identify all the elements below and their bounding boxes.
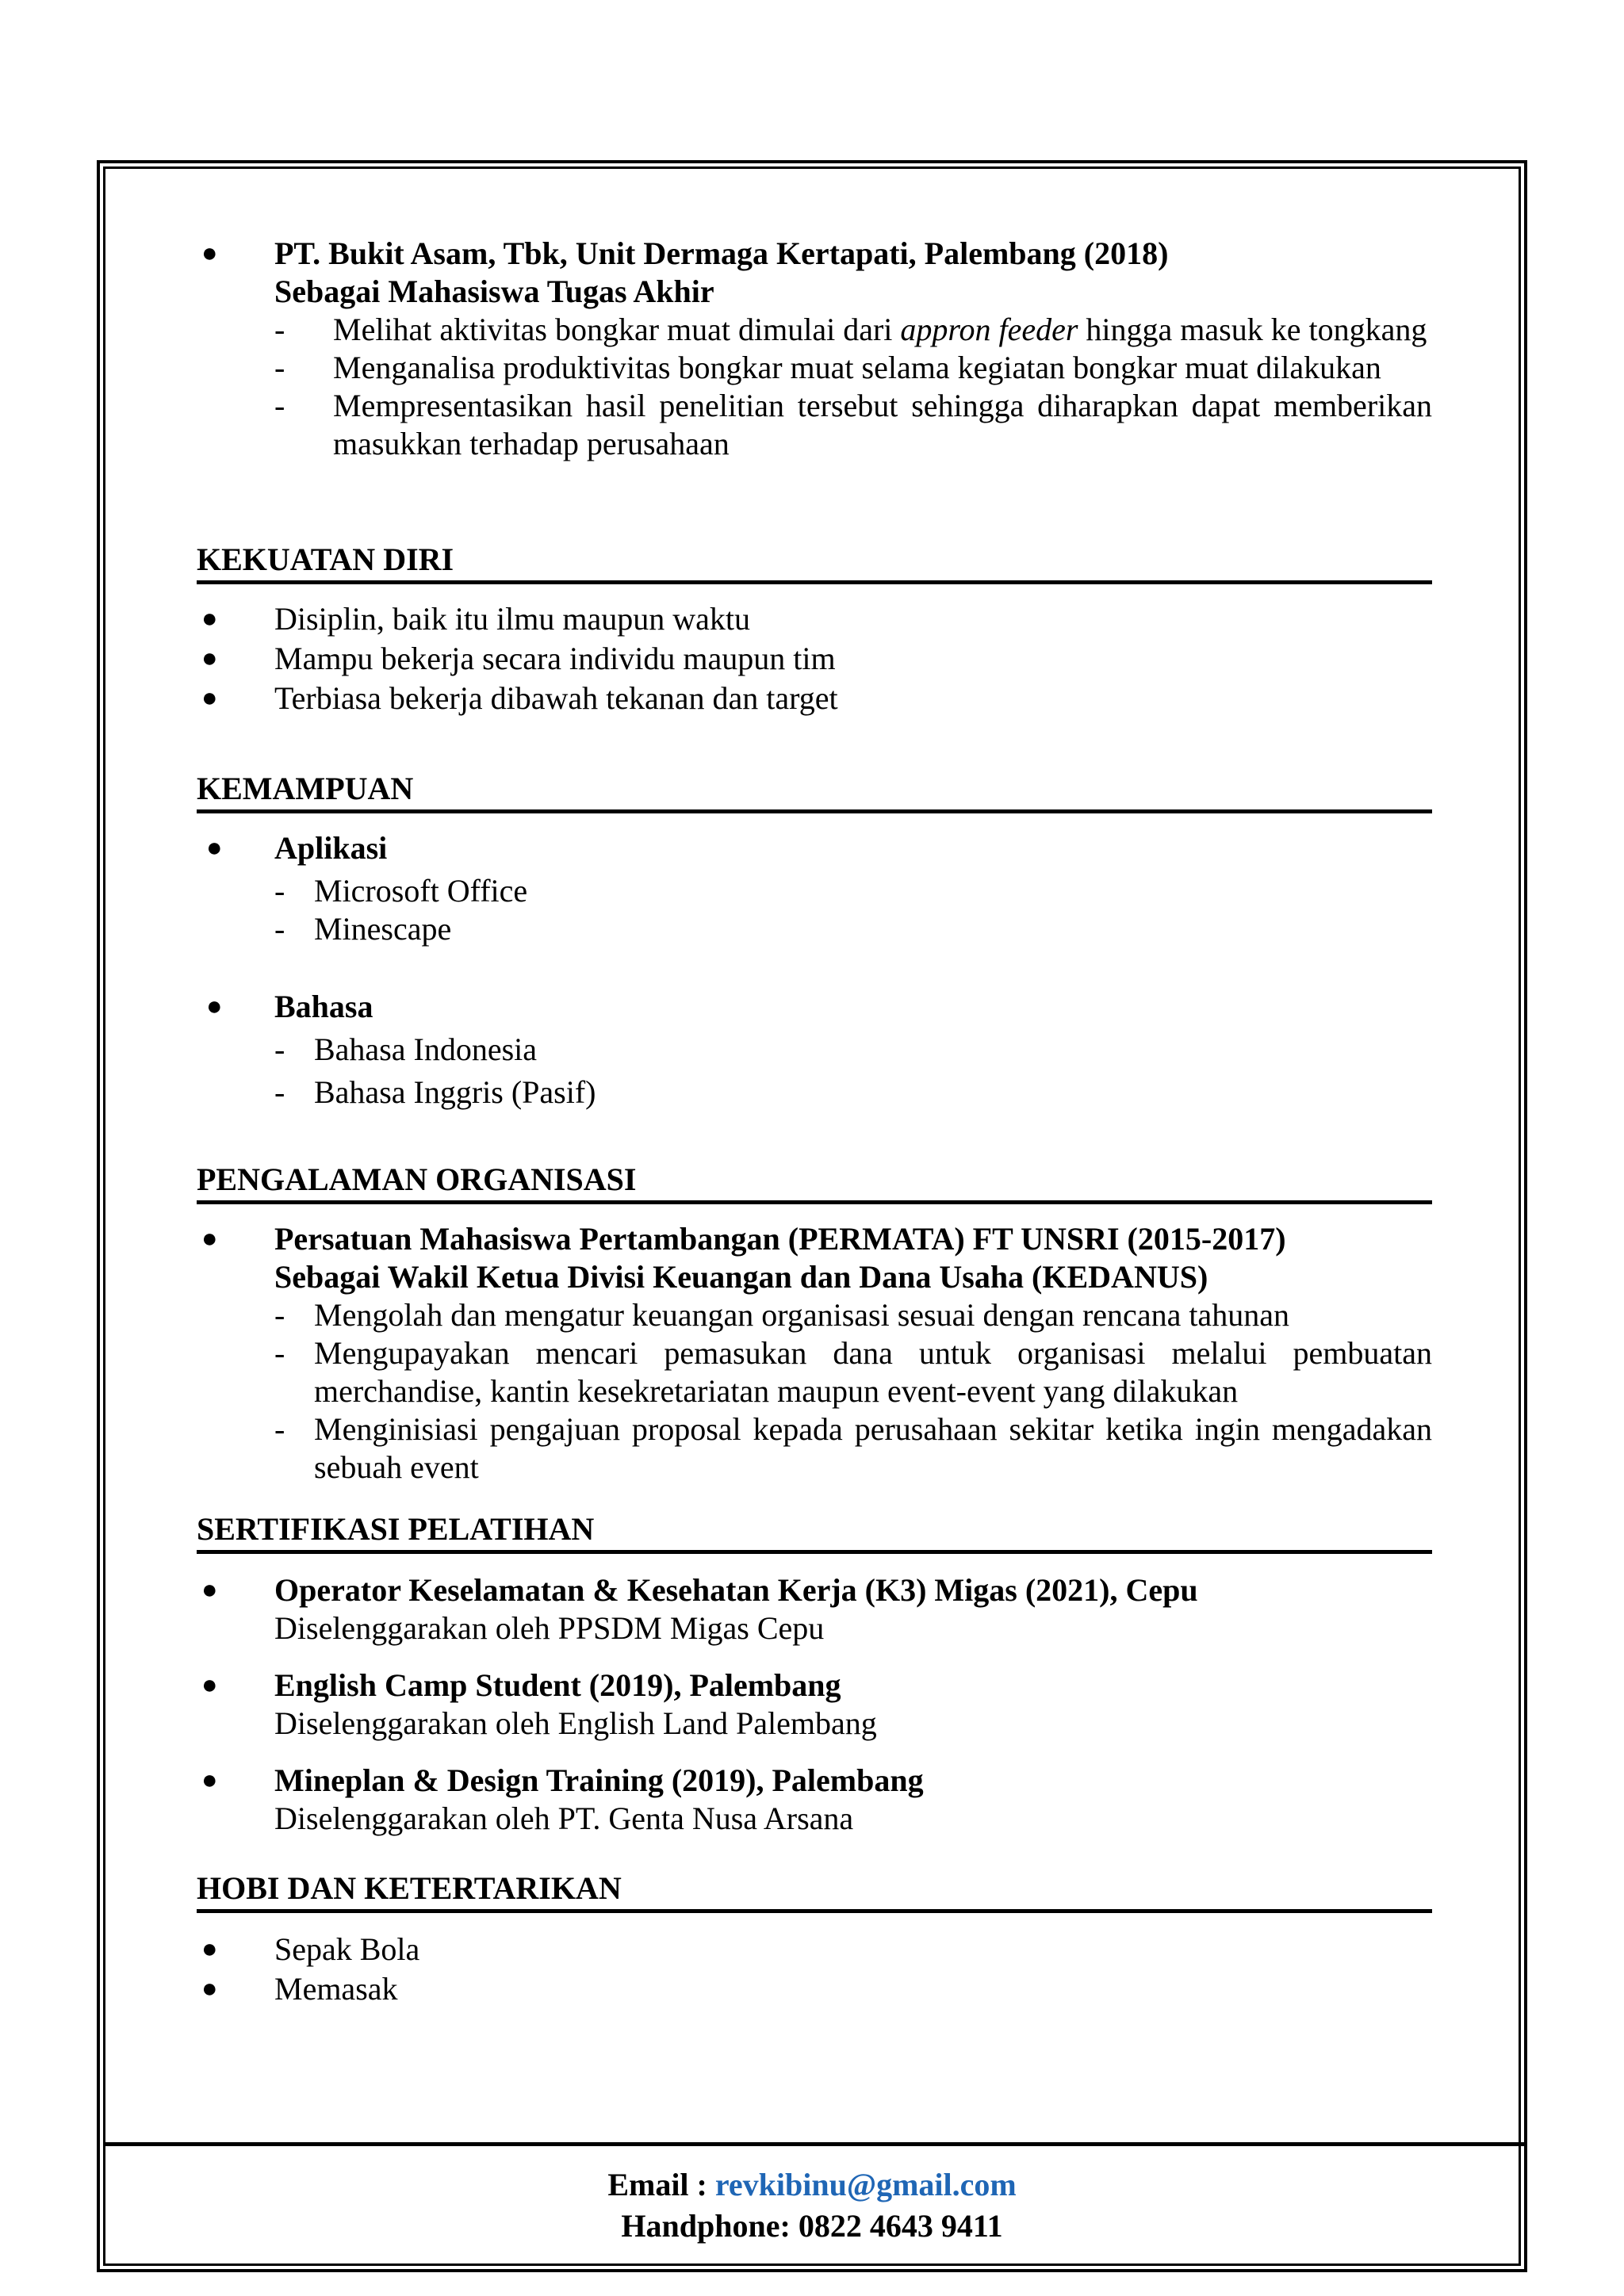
experience-task xyxy=(197,387,1432,463)
bullet-icon: ● xyxy=(206,833,223,863)
experience-entry xyxy=(197,235,1432,311)
certification-item xyxy=(197,1571,1432,1647)
dash-icon: - xyxy=(274,911,285,947)
experience-role: Sebagai Mahasiswa Tugas Akhir xyxy=(274,274,714,309)
organization-task xyxy=(197,1410,1432,1487)
section-title-skills: KEMAMPUAN xyxy=(197,770,1432,813)
bullet-icon: ● xyxy=(201,1766,218,1795)
certification-name: Operator Keselamatan & Kesehatan Kerja (K3) Migas (2021), Cepu xyxy=(274,1572,1198,1608)
organization-role: Sebagai Wakil Ketua Divisi Keuangan dan Dana Usaha (KEDANUS) xyxy=(274,1259,1208,1295)
certifications-list xyxy=(197,1571,1432,1838)
organization-task xyxy=(197,1334,1432,1410)
task-text: Menginisiasi pengajuan proposal kepada perusahaan sekitar ketika ingin mengadakan sebuah event xyxy=(314,1411,1432,1485)
list-item xyxy=(197,640,1432,678)
experience-task xyxy=(197,349,1432,387)
dash-icon: - xyxy=(274,1074,285,1110)
skill-group-label: Aplikasi xyxy=(274,830,388,866)
list-item xyxy=(197,1970,1432,2008)
certification-org: Diselenggarakan oleh English Land Palembang xyxy=(274,1705,877,1741)
email-link[interactable]: revkibinu@gmail.com xyxy=(714,2167,1017,2202)
task-italic: appron feeder xyxy=(900,312,1078,347)
experience-company: PT. Bukit Asam, Tbk, Unit Dermaga Kertapati, Palembang (2018) xyxy=(274,235,1169,271)
bullet-icon: ● xyxy=(201,1224,218,1253)
certification-item xyxy=(197,1762,1432,1838)
skill-group-label: Bahasa xyxy=(274,989,373,1024)
organization-entry xyxy=(197,1220,1432,1487)
bullet-icon: ● xyxy=(206,992,223,1021)
dash-icon: - xyxy=(274,1335,285,1371)
phone-number: 0822 4643 9411 xyxy=(798,2208,1003,2244)
list-item-text: Terbiasa bekerja dibawah tekanan dan target xyxy=(274,680,838,716)
experience-task xyxy=(197,311,1432,349)
list-item xyxy=(197,600,1432,638)
dash-icon: - xyxy=(274,1411,285,1447)
skill-item xyxy=(197,1031,1432,1069)
task-text: Mengupayakan mencari pemasukan dana untuk organisasi melalui pembuatan merchandise, kantin kesekretariatan maupun event-event yang dilakukan xyxy=(314,1335,1432,1409)
skills-list xyxy=(197,829,1432,1112)
list-item-text: Memasak xyxy=(274,1971,398,2007)
skill-item-text: Minescape xyxy=(314,911,452,947)
list-item-text: Disiplin, baik itu ilmu maupun waktu xyxy=(274,601,750,637)
task-text: hingga masuk ke tongkang xyxy=(1086,312,1427,347)
dash-icon: - xyxy=(274,350,285,385)
task-text: Mempresentasikan hasil penelitian tersebut sehingga diharapkan dapat memberikan masukkan terhadap perusahaan xyxy=(333,388,1432,461)
task-text: Mengolah dan mengatur keuangan organisasi sesuai dengan rencana tahunan xyxy=(314,1297,1289,1333)
task-text: Menganalisa produktivitas bongkar muat selama kegiatan bongkar muat dilakukan xyxy=(333,350,1381,385)
footer-phone-line xyxy=(103,2206,1521,2247)
bullet-icon: ● xyxy=(201,604,218,633)
bullet-icon: ● xyxy=(201,1670,218,1700)
skill-group-languages xyxy=(197,988,1432,1026)
dash-icon: - xyxy=(274,312,285,347)
bullet-icon: ● xyxy=(201,683,218,713)
hobbies-list xyxy=(197,1931,1432,2008)
bullet-icon: ● xyxy=(201,644,218,673)
certification-item xyxy=(197,1667,1432,1743)
bullet-icon: ● xyxy=(201,1575,218,1605)
organization-task xyxy=(197,1296,1432,1334)
skill-group-apps xyxy=(197,829,1432,867)
resume-content xyxy=(197,235,1432,2008)
skill-item xyxy=(197,872,1432,910)
organization-name: Persatuan Mahasiswa Pertambangan (PERMATA) FT UNSRI (2015-2017) xyxy=(274,1221,1286,1257)
list-item-text: Sepak Bola xyxy=(274,1931,420,1967)
list-item xyxy=(197,679,1432,718)
skill-item-text: Bahasa Indonesia xyxy=(314,1031,538,1067)
footer-divider xyxy=(103,2142,1527,2146)
organization-header xyxy=(197,1220,1432,1296)
footer-email-line xyxy=(103,2164,1521,2206)
certification-org: Diselenggarakan oleh PT. Genta Nusa Arsana xyxy=(274,1800,854,1836)
phone-label: Handphone: xyxy=(621,2208,791,2244)
section-title-certifications: SERTIFIKASI PELATIHAN xyxy=(197,1510,1432,1554)
certification-name: English Camp Student (2019), Palembang xyxy=(274,1667,841,1703)
bullet-icon: ● xyxy=(201,1934,218,1964)
dash-icon: - xyxy=(274,1031,285,1067)
certification-name: Mineplan & Design Training (2019), Palembang xyxy=(274,1762,924,1798)
dash-icon: - xyxy=(274,873,285,909)
bullet-icon: ● xyxy=(201,239,218,268)
list-item xyxy=(197,1931,1432,1969)
dash-icon: - xyxy=(274,1297,285,1333)
skill-item xyxy=(197,910,1432,948)
task-text: Melihat aktivitas bongkar muat dimulai dari xyxy=(333,312,893,347)
certification-org: Diselenggarakan oleh PPSDM Migas Cepu xyxy=(274,1610,825,1646)
email-label: Email : xyxy=(607,2167,707,2202)
bullet-icon: ● xyxy=(201,1974,218,2003)
skill-item xyxy=(197,1073,1432,1112)
dash-icon: - xyxy=(274,388,285,423)
skill-item-text: Bahasa Inggris (Pasif) xyxy=(314,1074,596,1110)
list-item-text: Mampu bekerja secara individu maupun tim xyxy=(274,641,836,676)
skill-item-text: Microsoft Office xyxy=(314,873,528,909)
section-title-organization: PENGALAMAN ORGANISASI xyxy=(197,1161,1432,1204)
section-title-strengths: KEKUATAN DIRI xyxy=(197,541,1432,584)
section-title-hobbies: HOBI DAN KETERTARIKAN xyxy=(197,1869,1432,1913)
strengths-list xyxy=(197,600,1432,718)
